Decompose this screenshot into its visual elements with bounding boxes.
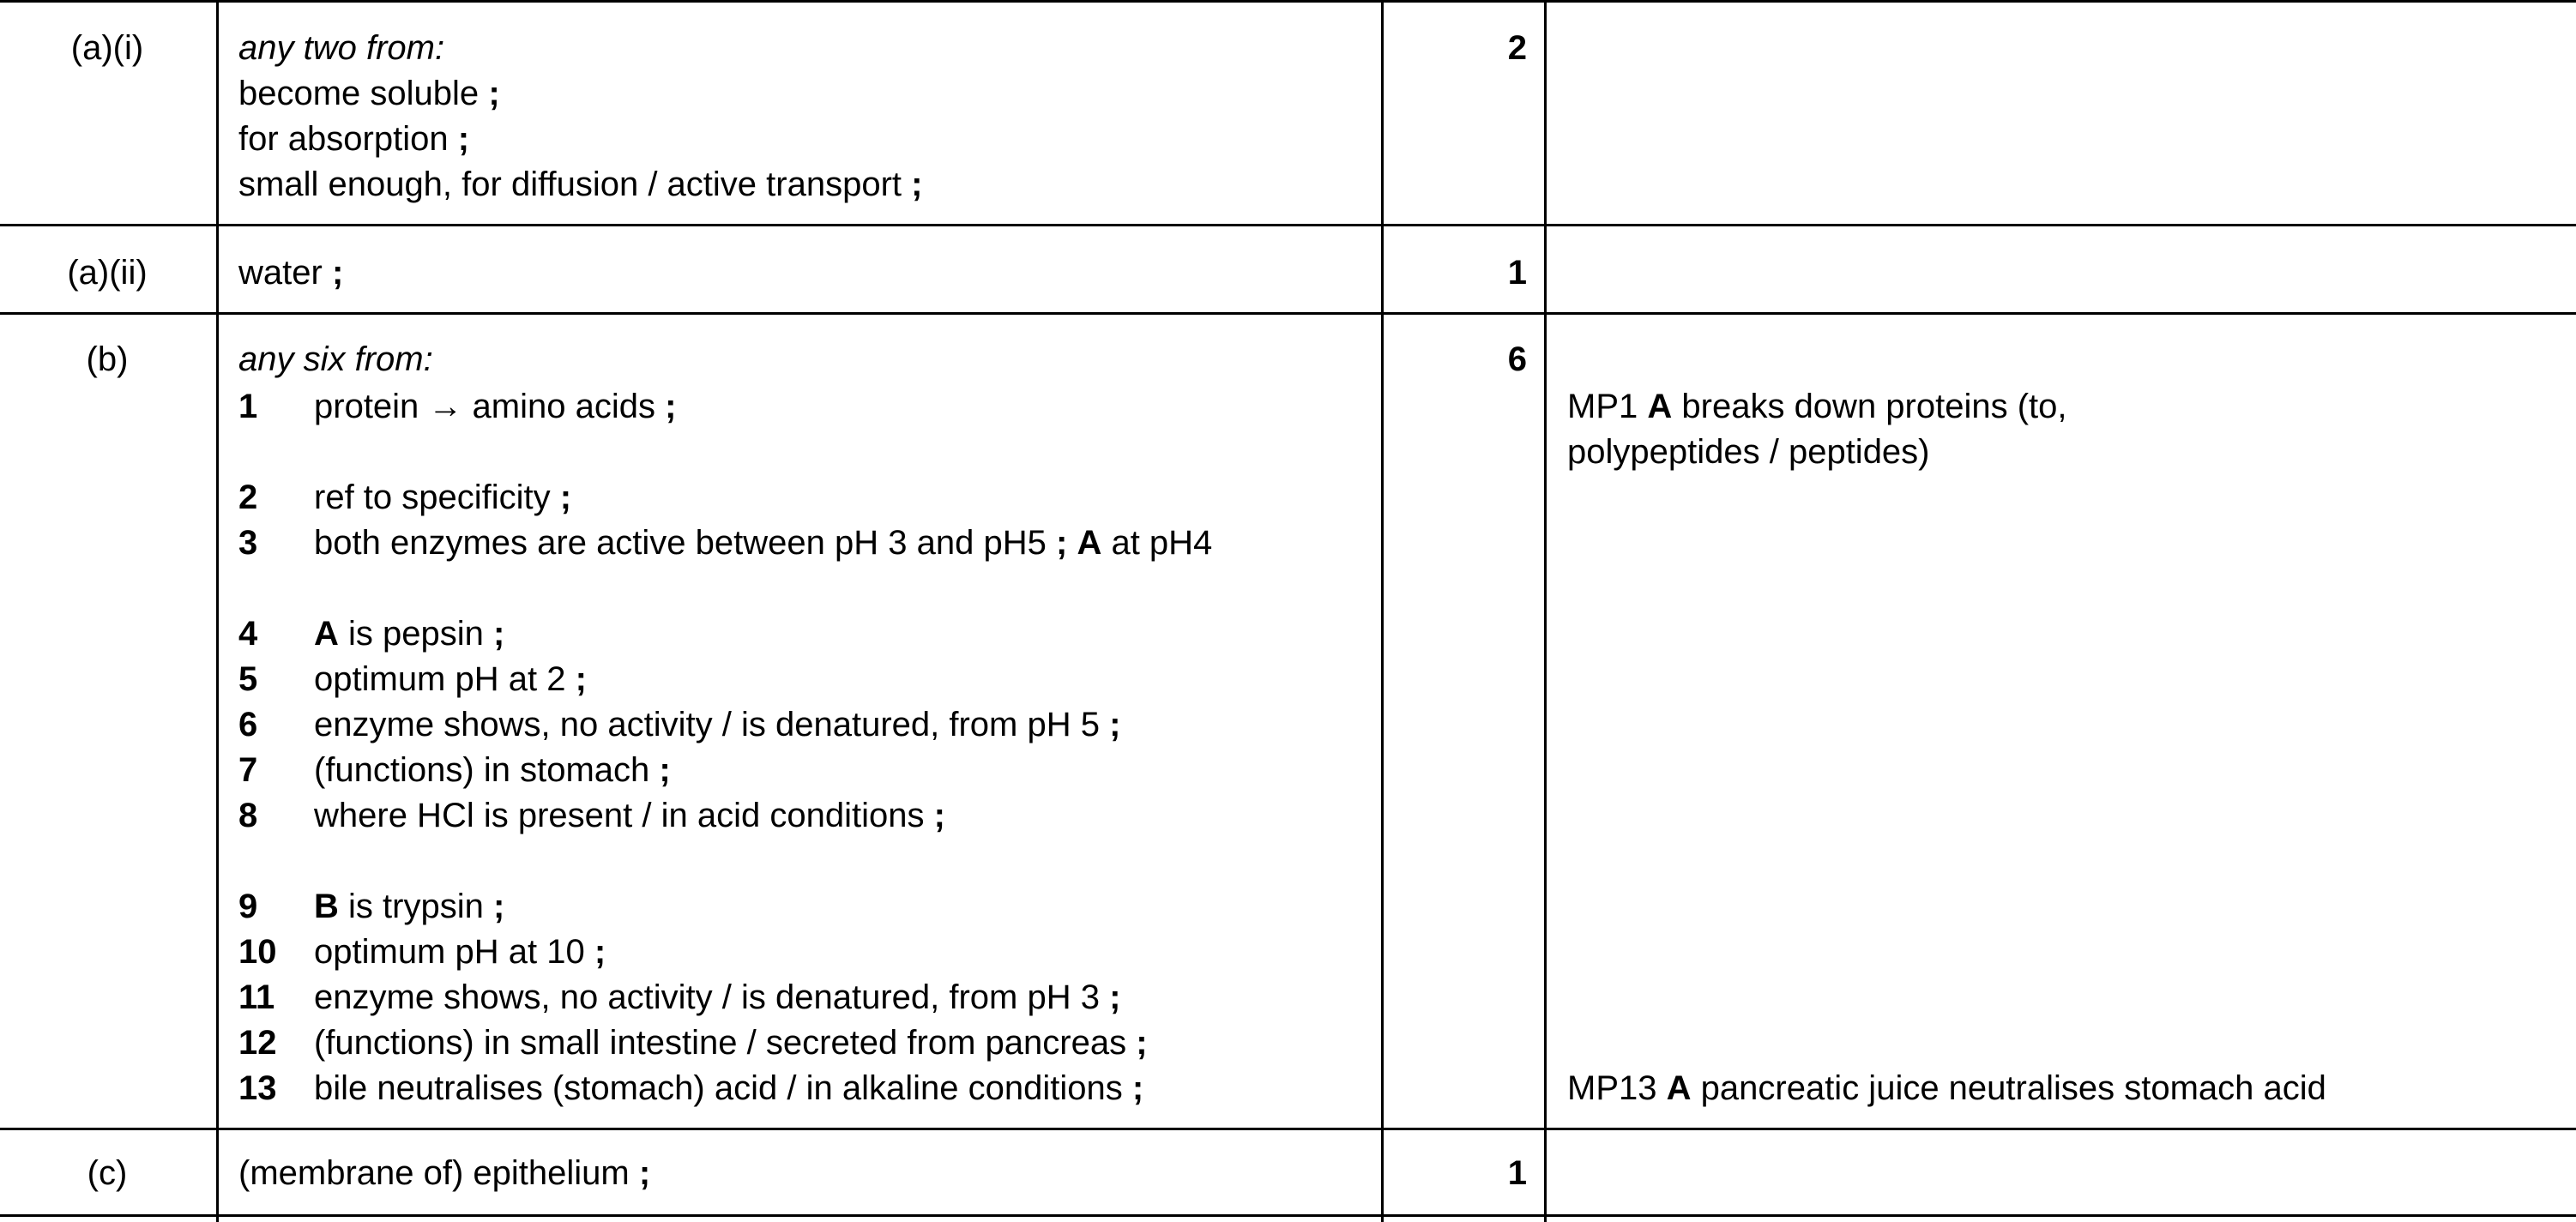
point-text: B is trypsin ; xyxy=(314,888,505,925)
point-text: optimum pH at 10 ; xyxy=(314,933,606,971)
point-number: 8 xyxy=(238,797,258,834)
point-number: 1 xyxy=(238,388,258,425)
answer-line: become soluble ; xyxy=(238,75,500,112)
point-text: (functions) in small intestine / secreted from pancreas ; xyxy=(314,1024,1148,1062)
answer-intro: any two from: xyxy=(238,29,445,67)
point-text: optimum pH at 2 ; xyxy=(314,660,587,698)
marks-value: 1 xyxy=(1507,1154,1527,1192)
question-id: (a)(i) xyxy=(70,29,144,67)
answer-line: (membrane of) epithelium ; xyxy=(238,1154,651,1192)
point-text: both enzymes are active between pH 3 and pH5 ; A at pH4 xyxy=(314,524,1213,562)
table-rule xyxy=(0,1214,2576,1217)
answer-intro: any six from: xyxy=(238,340,433,378)
guidance-note: MP13 A pancreatic juice neutralises stomach acid xyxy=(1567,1069,2326,1107)
point-text: where HCl is present / in acid conditions ; xyxy=(314,797,945,834)
column-rule xyxy=(1381,0,1384,1222)
guidance-note: polypeptides / peptides) xyxy=(1567,433,1930,471)
point-number: 10 xyxy=(238,933,277,971)
point-number: 11 xyxy=(238,978,275,1016)
table-rule xyxy=(0,0,2576,3)
column-rule xyxy=(1544,0,1547,1222)
question-id: (b) xyxy=(86,340,129,378)
marks-value: 2 xyxy=(1507,29,1527,67)
marks-value: 6 xyxy=(1507,340,1527,378)
question-id: (a)(ii) xyxy=(67,254,148,292)
point-number: 7 xyxy=(238,751,258,789)
answer-line: for absorption ; xyxy=(238,120,470,158)
answer-line: small enough, for diffusion / active transport ; xyxy=(238,166,923,203)
point-text: enzyme shows, no activity / is denatured, from pH 5 ; xyxy=(314,706,1121,743)
point-number: 12 xyxy=(238,1024,277,1062)
column-rule xyxy=(216,0,219,1222)
point-number: 6 xyxy=(238,706,258,743)
point-number: 5 xyxy=(238,660,258,698)
point-number: 4 xyxy=(238,615,258,653)
table-rule xyxy=(0,312,2576,315)
answer-line: water ; xyxy=(238,254,344,292)
point-text: bile neutralises (stomach) acid / in alkaline conditions ; xyxy=(314,1069,1144,1107)
point-number: 13 xyxy=(238,1069,277,1107)
table-rule xyxy=(0,1128,2576,1130)
point-number: 2 xyxy=(238,479,258,516)
table-rule xyxy=(0,224,2576,226)
marks-value: 1 xyxy=(1507,254,1527,292)
guidance-note: MP1 A breaks down proteins (to, xyxy=(1567,388,2067,425)
question-id: (c) xyxy=(87,1154,128,1192)
point-text: enzyme shows, no activity / is denatured, from pH 3 ; xyxy=(314,978,1121,1016)
point-number: 9 xyxy=(238,888,258,925)
point-text: A is pepsin ; xyxy=(314,615,505,653)
point-number: 3 xyxy=(238,524,258,562)
point-text: protein → amino acids ; xyxy=(314,388,677,425)
point-text: (functions) in stomach ; xyxy=(314,751,671,789)
point-text: ref to specificity ; xyxy=(314,479,572,516)
